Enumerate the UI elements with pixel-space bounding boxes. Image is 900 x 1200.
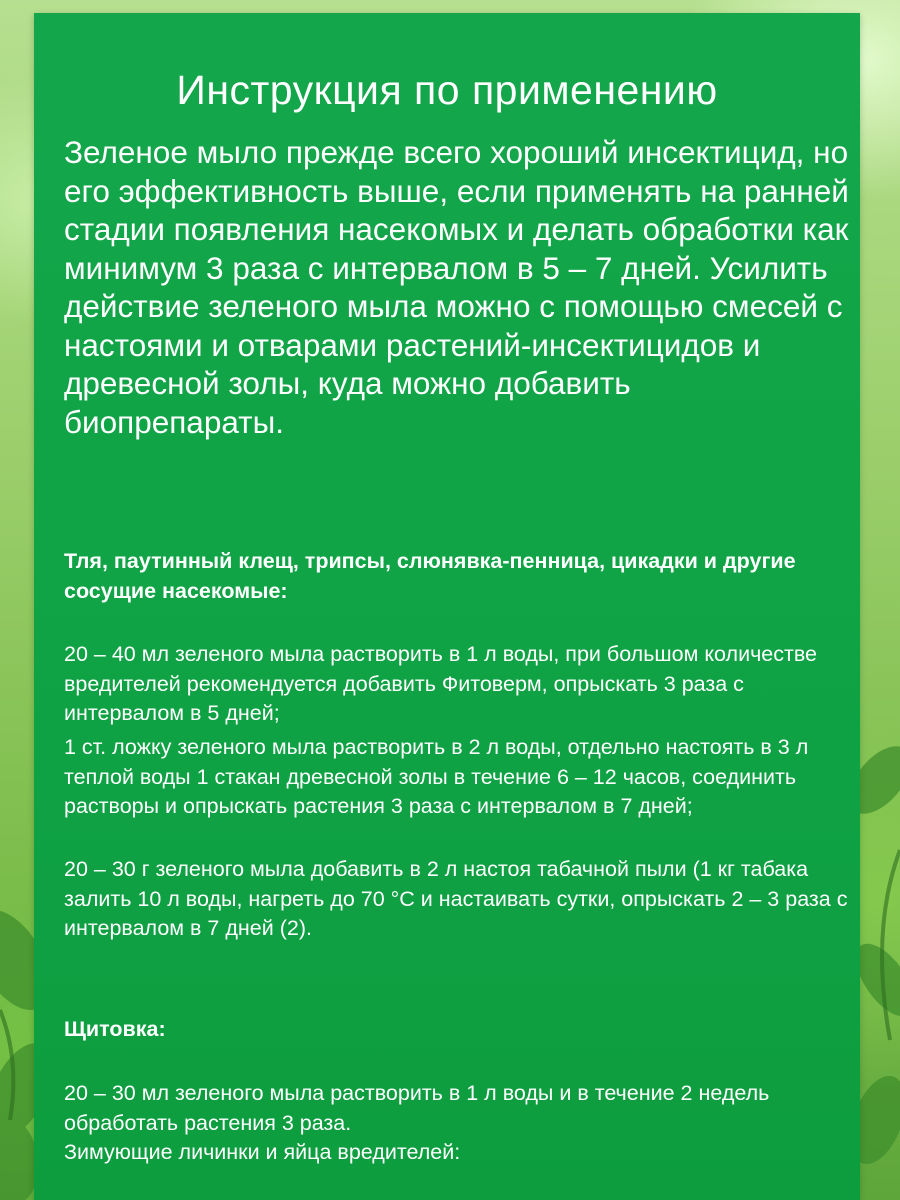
recipe-paragraph: 20 – 30 мл зеленого мыла растворить в 1 л воды и в течение 2 недель обработать растения 3 раза. [64,1081,770,1135]
section-heading-scale-insect: Щитовка: [64,1017,166,1041]
recipe-paragraph: 20 – 40 мл зеленого мыла растворить в 1 л воды, при большом количестве вредителей рекомендуется добавить Фитоверм, опрыскать 3 раза с интервалом в 5 дней; [64,642,817,725]
intro-paragraph: Зеленое мыло прежде всего хороший инсектицид, но его эффективность выше, если применять на ранней стадии появления насекомых и делать обработки как минимум 3 раза с интервалом в 5 – 7 дней. Усилить действие зеленого мыла можно с помощью смесей с настоями и отварами растений-инсектицидов и древесной золы, куда можно добавить биопрепараты. [64,134,849,440]
instruction-panel [34,13,860,1200]
recipe-paragraph: 20 – 30 г зеленого мыла добавить в 2 л настоя табачной пыли (1 кг табака залить 10 л воды, нагреть до 70 °С и настаивать сутки, опрыскать 2 – 3 раза с интервалом в 7 дней (2). [64,857,848,940]
recipe-paragraph: Зимующие личинки и яйца вредителей: [64,1140,461,1164]
recipe-paragraph: 1 ст. ложку зеленого мыла растворить в 2 л воды, отдельно настоять в 3 л теплой воды 1 стакан древесной золы в течение 6 – 12 часов, соединить растворы и опрыскать растения 3 раза с интервалом в 7 дней; [64,735,809,818]
section-heading-sucking-insects: Тля, паутинный клещ, трипсы, слюнявка-пенница, цикадки и другие сосущие насекомые: [64,549,796,603]
page-title: Инструкция по применению [176,67,718,113]
